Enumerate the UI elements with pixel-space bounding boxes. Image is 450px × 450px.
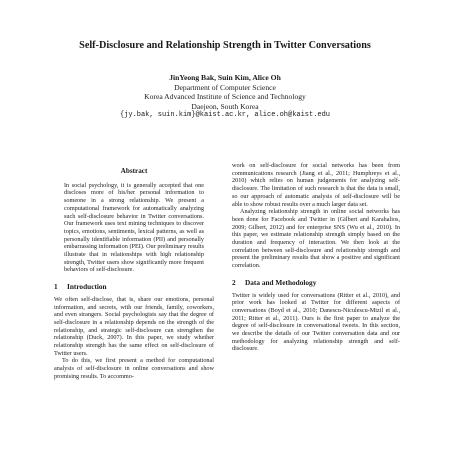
author-block [60, 73, 390, 121]
right-paragraph-2: Analyzing relationship strength in online social networks has been done for Facebook and Twitter in (Gilbert and Karahalios, 2009; Gilbert, 2012) and for enterprise SNS (Wu et al., 2010). In this paper, we estimate relationship strength simply based on the duration and frequency of interaction. We then look at the correlation between self-disclosure and relationship strength and present the preliminary results that show a positive and significant correlation. [232, 208, 400, 270]
section-title: Data and Methodology [245, 277, 317, 287]
section2-paragraph-1: Twitter is widely used for conversations (Ritter et al., 2010), and prior work has looked at Twitter for different aspects of conversations (Boyd et al., 2010; Danescu-Niculescu-Mizil et al., 2011; Ritter et al., 2011). Ours is the first paper to analyze the degree of self-disclosure in conversational tweets. In this section, we describe the details of our Twitter conversation data and our methodology for analyzing relationship strength and self-disclosure. [232, 291, 400, 353]
section-heading-introduction [54, 283, 214, 291]
institute: Korea Advanced Institute of Science and Technology [144, 92, 306, 102]
section-number: 2 [232, 277, 236, 287]
author-emails: {jy.bak, suin.kim}@kaist.ac.kr, alice.oh@kaist.edu [119, 111, 331, 120]
location: Daejeon, South Korea [191, 101, 259, 111]
author-names: JinYeong Bak, Suin Kim, Alice Oh [169, 73, 281, 82]
right-paragraph-1: work on self-disclosure for social networks has been from communications research (Jiang et al., 2011; Humphreys et al., 2010) which relies on human judgements for analyzing self-disclosure. The limitation of such research is that the data is small, so our approach of automatic analysis of self-disclosure will be able to show robust results over a much larger data set. [232, 162, 400, 208]
department: Department of Computer Science [174, 82, 276, 92]
intro-paragraph-1: We often self-disclose, that is, share our emotions, personal information, and secrets, with our friends, family, coworkers, and even strangers. Social psychologists say that the degree of self-disclosure in a relationship depends on the strength of the relationship, and strategic self-disclosure can strengthen the relationship (Duck, 2007). In this paper, we study whether relationship strength has the same effect on self-disclosure of Twitter users. [54, 295, 214, 357]
intro-paragraph-2: To do this, we first present a method for computational analysis of self-disclosure in online conversations and show promising results. To accommo- [54, 357, 214, 380]
abstract-text: In social psychology, it is generally accepted that one discloses more of his/her personal information to someone in a strong relationship. We present a computational framework for automatically analyzing such self-disclosure behavior in Twitter conversations. Our framework uses text mining techniques to discover topics, emotions, sentiments, lexical patterns, as well as personally identifiable information (PII) and personally embarrassing information (PEI). Our preliminary results illustrate that in relationships with high relationship strength, Twitter users show significantly more frequent behaviors of self-disclosure. [64, 181, 204, 274]
section-title: Introduction [67, 282, 107, 292]
left-column [54, 162, 214, 381]
section-heading-data-methodology [232, 279, 400, 287]
section-number: 1 [54, 282, 58, 292]
paper-title: Self-Disclosure and Relationship Strength in Twitter Conversations [79, 40, 371, 51]
abstract-heading: Abstract [120, 167, 148, 175]
right-column [232, 162, 400, 353]
